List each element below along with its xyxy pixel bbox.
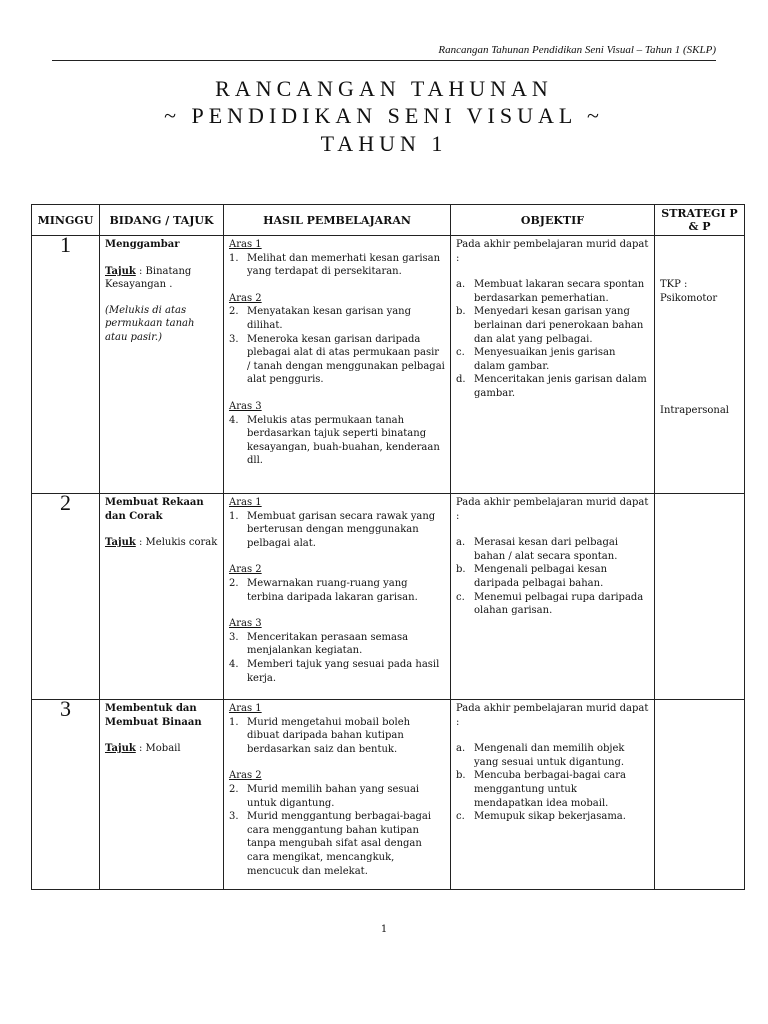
list-item (456, 346, 649, 373)
table-header-row (32, 205, 745, 236)
document-title-line-2: ~ PENDIDIKAN SENI VISUAL ~ (164, 103, 604, 128)
objektif-list (456, 536, 649, 618)
bidang-cell (100, 700, 224, 890)
item-letter: c. (456, 811, 465, 823)
table-row (32, 700, 745, 890)
tajuk-label: Tajuk (105, 265, 136, 277)
item-text: Membuat lakaran secara spontan berdasarkan pemerhatian. (474, 279, 645, 304)
item-number: 1. (229, 716, 239, 728)
list-item (456, 305, 649, 346)
item-number: 3. (229, 333, 239, 345)
bidang-title: Membuat Rekaan dan Corak (105, 497, 204, 522)
bidang-title: Menggambar (105, 239, 180, 250)
objektif-cell (451, 236, 655, 494)
running-header: Rancangan Tahunan Pendidikan Seni Visual – Tahun 1 (SKLP) (438, 44, 716, 56)
aras-item-list (229, 577, 445, 604)
list-item (456, 742, 649, 769)
tajuk (105, 265, 218, 292)
item-text: Mengenali dan memilih objek yang sesuai untuk digantung. (474, 743, 625, 768)
objektif-intro: Pada akhir pembelajaran murid dapat : (456, 497, 649, 522)
item-text: Memberi tajuk yang sesuai pada hasil kerja. (247, 658, 440, 684)
aras-item-list (229, 510, 445, 551)
item-letter: d. (456, 374, 466, 386)
item-text: Menceritakan jenis garisan dalam gambar. (474, 374, 647, 399)
column-header-bidang: BIDANG / TAJUK (100, 205, 224, 236)
tajuk (105, 536, 218, 550)
list-item (229, 333, 445, 387)
aras-label: Aras 3 (229, 618, 262, 630)
list-item (456, 769, 649, 810)
aras-block (229, 769, 445, 878)
item-number: 3. (229, 811, 239, 823)
list-item (456, 810, 649, 824)
item-text: Murid mengetahui mobail boleh dibuat daripada bahan kutipan berdasarkan saiz dan bentuk. (247, 716, 411, 755)
aras-item-list (229, 305, 445, 387)
bidang-note: (Melukis di atas permukaan tanah atau pasir.) (105, 304, 195, 343)
item-text: Murid memilih bahan yang sesuai untuk digantung. (247, 783, 420, 809)
aras-label: Aras 3 (229, 400, 262, 412)
strategi-intrapersonal: Intrapersonal (660, 405, 730, 417)
item-text: Menemui pelbagai rupa daripada olahan garisan. (474, 591, 644, 617)
column-header-objektif: OBJEKTIF (451, 205, 655, 236)
strategi-cell (655, 700, 745, 890)
objektif-cell (451, 700, 655, 890)
hasil-cell (224, 236, 451, 494)
page-number: 1 (380, 924, 388, 935)
week-number: 3 (32, 700, 100, 890)
item-letter: a. (456, 279, 466, 291)
document-title-line-1: RANCANGAN TAHUNAN (215, 76, 553, 101)
item-text: Membuat garisan secara rawak yang berterusan dengan menggunakan pelbagai alat. (247, 510, 436, 549)
aras-block (229, 702, 445, 756)
strategi-psikomotor: Psikomotor (660, 292, 718, 304)
item-letter: c. (456, 347, 465, 359)
list-item (456, 591, 649, 618)
spacer (660, 305, 739, 404)
item-letter: b. (456, 564, 466, 576)
column-header-strategi: STRATEGI P & P (655, 205, 745, 236)
objektif-intro: Pada akhir pembelajaran murid dapat : (456, 239, 649, 264)
hasil-cell (224, 700, 451, 890)
tajuk (105, 742, 218, 756)
aras-item-list (229, 783, 445, 878)
aras-block (229, 400, 445, 468)
aras-item-list (229, 414, 445, 468)
objektif-list (456, 278, 649, 400)
bidang-cell (100, 236, 224, 494)
aras-label: Aras 1 (229, 497, 262, 508)
aras-item-list (229, 631, 445, 685)
document-title-line-3: TAHUN 1 (320, 131, 448, 156)
list-item (229, 631, 445, 658)
objektif-cell (451, 494, 655, 700)
item-number: 4. (229, 658, 239, 670)
item-text: Melihat dan memerhati kesan garisan yang terdapat di persekitaran. (247, 252, 441, 278)
tajuk-value: Binatang Kesayangan . (105, 265, 192, 291)
strategi-cell (655, 236, 745, 494)
header-rule (52, 60, 716, 61)
aras-label: Aras 2 (229, 292, 262, 304)
week-number: 1 (32, 236, 100, 494)
item-text: Menceritakan perasaan semasa menjalankan kegiatan. (247, 631, 409, 657)
objektif-intro: Pada akhir pembelajaran murid dapat : (456, 703, 649, 728)
strategi-tkp: TKP : (660, 279, 688, 290)
list-item (456, 373, 649, 400)
list-item (229, 510, 445, 551)
annual-plan-table (31, 204, 745, 890)
aras-block (229, 496, 445, 550)
tajuk-separator: : (138, 537, 143, 549)
list-item (229, 716, 445, 757)
item-text: Mengenali pelbagai kesan daripada pelbagai bahan. (474, 564, 608, 589)
objektif-list (456, 742, 649, 824)
item-number: 2. (229, 783, 239, 795)
aras-block (229, 292, 445, 387)
item-letter: c. (456, 591, 465, 603)
bidang-cell (100, 494, 224, 700)
item-text: Murid menggantung berbagai-bagai cara menggantung bahan kutipan tanpa mengubah sifat asal dengan cara mengikat, mencangkuk, mencucuk dan melekat. (247, 811, 432, 877)
item-text: Mencuba berbagai-bagai cara menggantung untuk mendapatkan idea mobail. (474, 770, 626, 809)
item-text: Melukis atas permukaan tanah berdasarkan tajuk seperti binatang kesayangan, buah-buahan, kenderaan dll. (247, 414, 440, 467)
column-header-minggu: MINGGU (32, 205, 100, 236)
item-text: Meneroka kesan garisan daripada plebagai alat di atas permukaan pasir / tanah dengan menggunakan pelbagai alat pengguris. (247, 333, 445, 386)
item-text: Menyedari kesan garisan yang berlainan dari penerokaan bahan dan alat yang pelbagai. (474, 306, 644, 345)
list-item (229, 783, 445, 810)
list-item (229, 658, 445, 685)
spacer (456, 729, 649, 742)
list-item (456, 563, 649, 590)
tajuk-value: Mobail (145, 743, 181, 755)
list-item (229, 414, 445, 468)
list-item (229, 577, 445, 604)
spacer (456, 265, 649, 278)
item-text: Mewarnakan ruang-ruang yang terbina daripada lakaran garisan. (247, 577, 418, 603)
item-text: Memupuk sikap bekerjasama. (474, 811, 626, 823)
hasil-cell (224, 494, 451, 700)
tajuk-separator: : (138, 265, 143, 277)
table-row (32, 494, 745, 700)
strategi-cell (655, 494, 745, 700)
item-text: Merasai kesan dari pelbagai bahan / alat secara spontan. (474, 537, 619, 562)
aras-block (229, 238, 445, 279)
item-text: Menyesuaikan jenis garisan dalam gambar. (474, 347, 616, 372)
list-item (229, 252, 445, 279)
tajuk-separator: : (138, 743, 143, 755)
week-number: 2 (32, 494, 100, 700)
item-text: Menyatakan kesan garisan yang dilihat. (247, 306, 412, 331)
aras-item-list (229, 716, 445, 757)
aras-block (229, 617, 445, 685)
aras-label: Aras 1 (229, 239, 262, 250)
tajuk-value: Melukis corak (145, 537, 218, 549)
aras-block (229, 563, 445, 604)
item-number: 2. (229, 306, 239, 318)
list-item (229, 305, 445, 332)
column-header-hasil: HASIL PEMBELAJARAN (224, 205, 451, 236)
list-item (456, 536, 649, 563)
item-letter: b. (456, 306, 466, 318)
table-row (32, 236, 745, 494)
item-number: 1. (229, 252, 239, 264)
list-item (456, 278, 649, 305)
aras-item-list (229, 252, 445, 279)
aras-label: Aras 2 (229, 770, 262, 782)
item-number: 2. (229, 577, 239, 589)
tajuk-label: Tajuk (105, 537, 136, 549)
item-number: 1. (229, 510, 239, 522)
item-letter: b. (456, 770, 466, 782)
item-number: 4. (229, 414, 239, 426)
item-letter: a. (456, 743, 466, 755)
item-letter: a. (456, 537, 466, 549)
tajuk-label: Tajuk (105, 743, 136, 755)
spacer (456, 523, 649, 536)
aras-label: Aras 1 (229, 703, 262, 714)
list-item (229, 810, 445, 878)
item-number: 3. (229, 631, 239, 643)
aras-label: Aras 2 (229, 564, 262, 576)
bidang-title: Membentuk dan Membuat Binaan (105, 703, 202, 728)
